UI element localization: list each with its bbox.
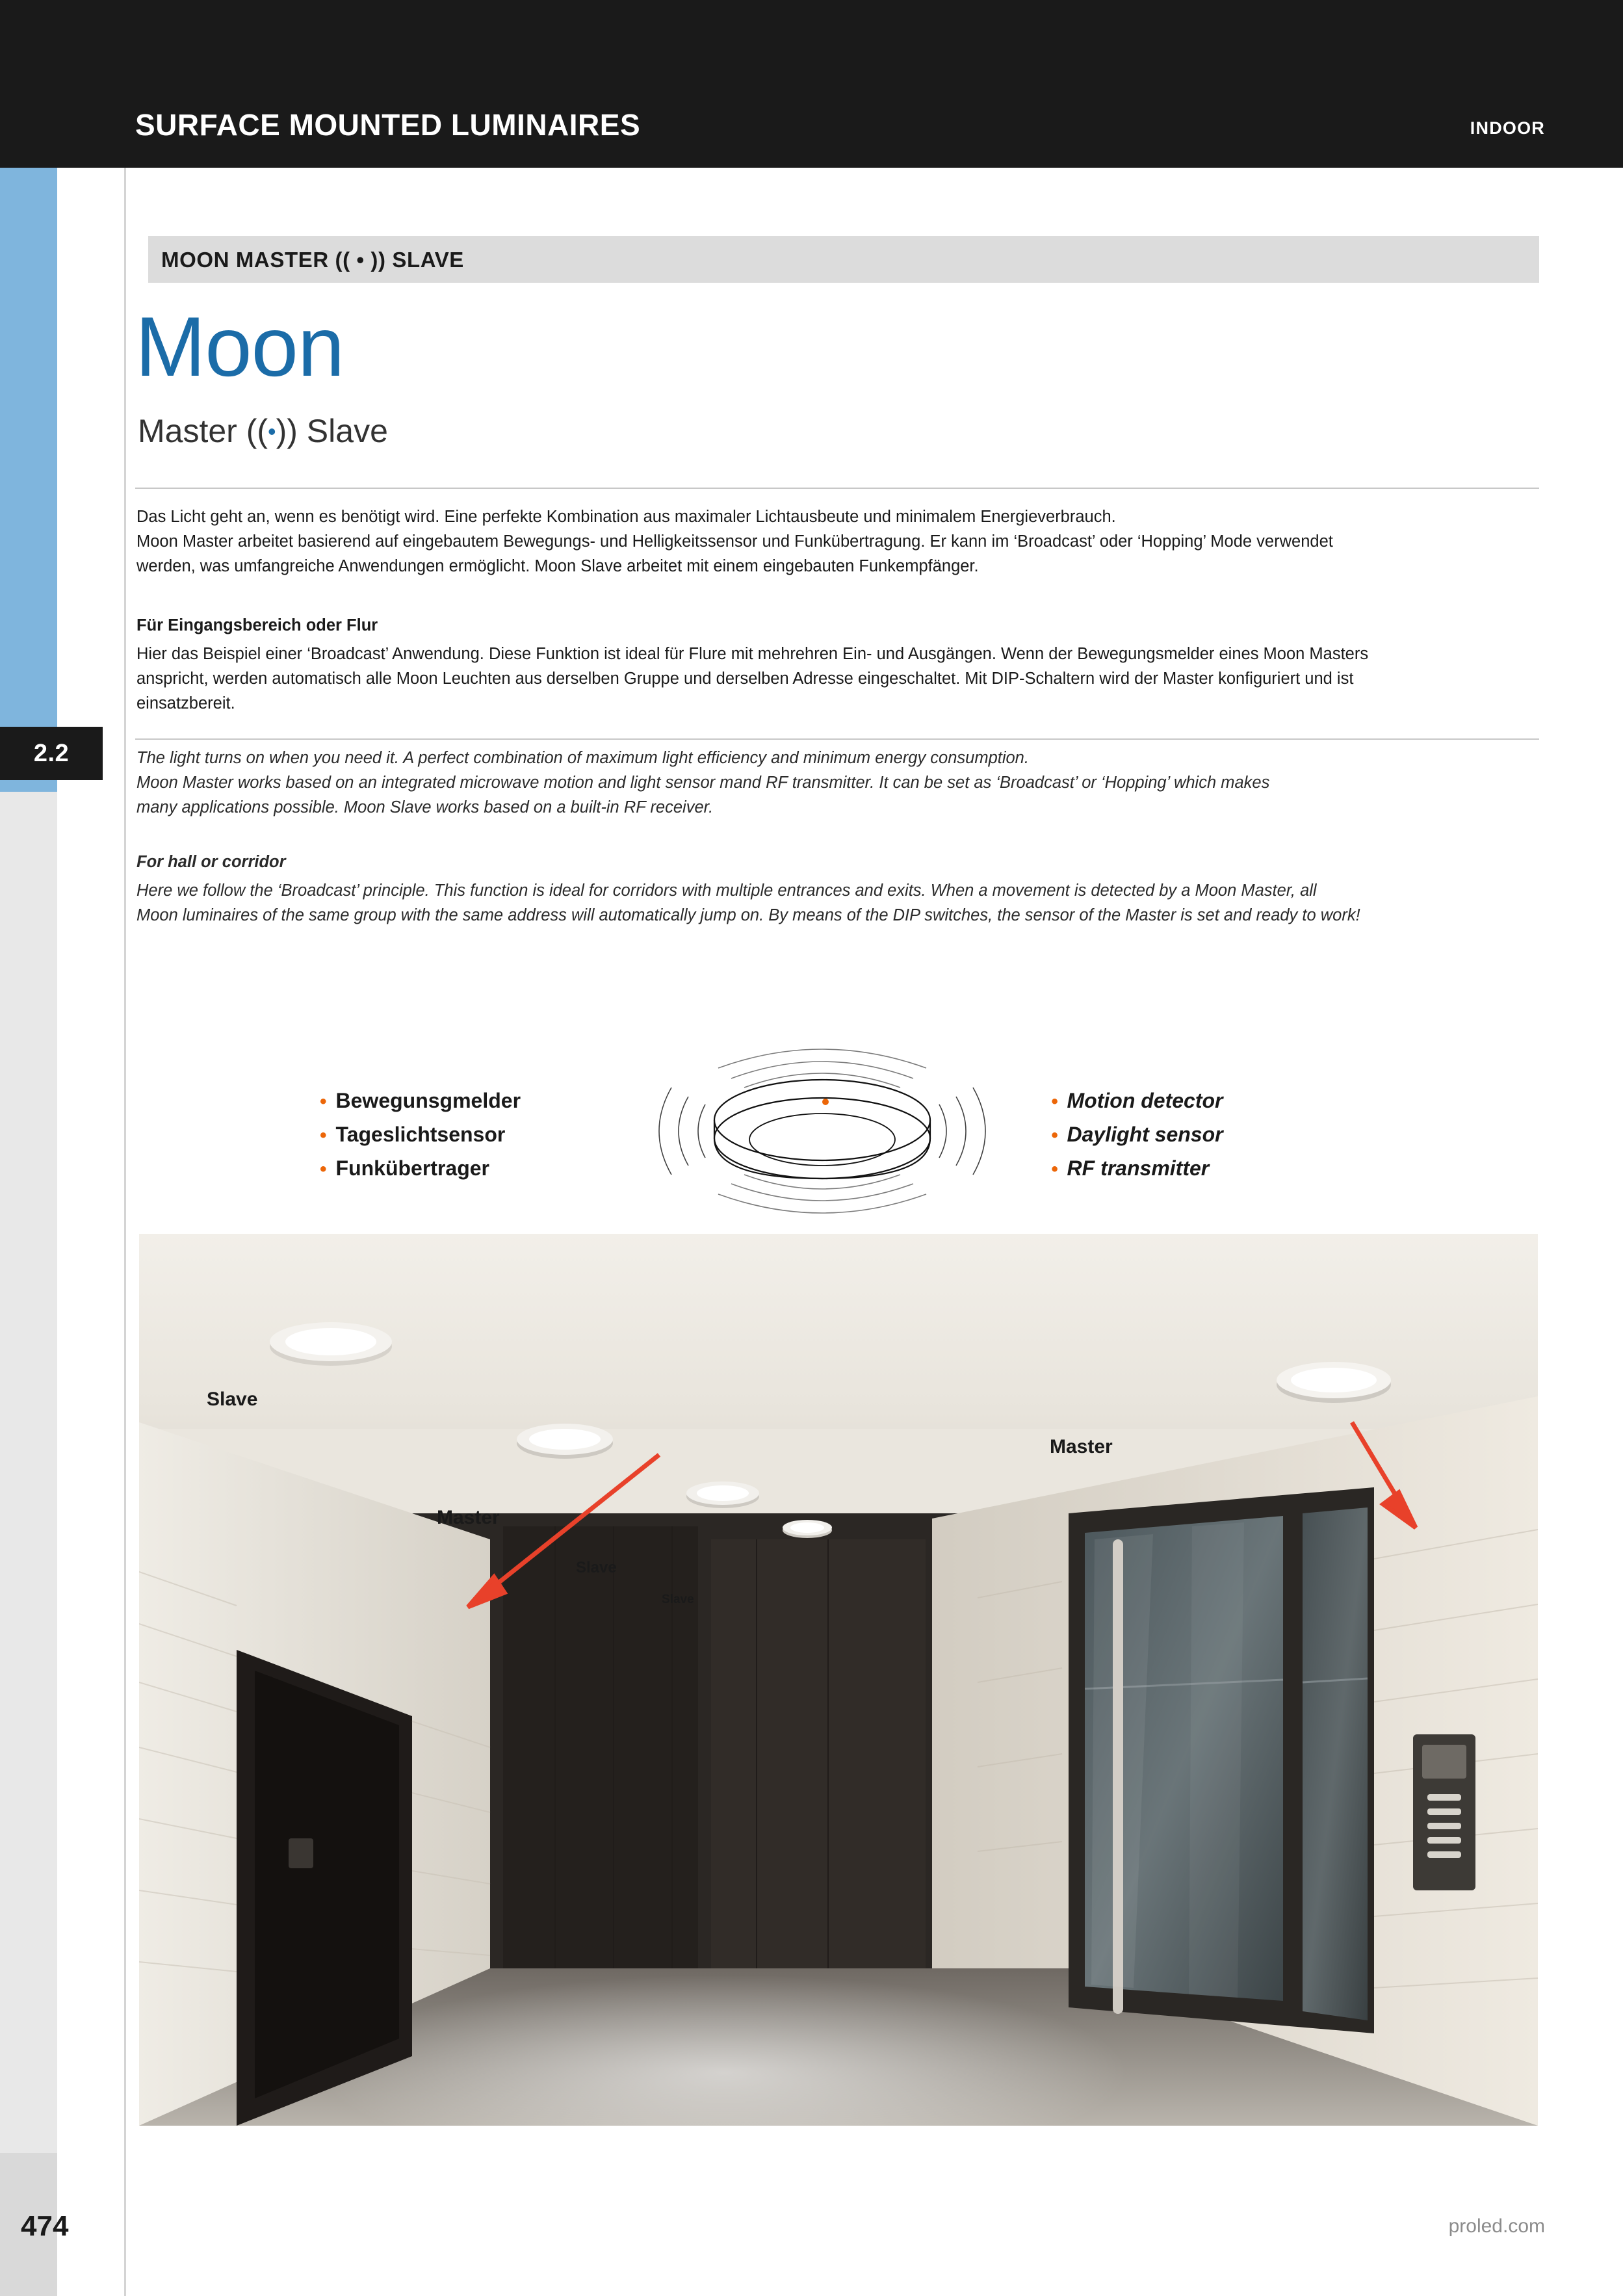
english-heading: For hall or corridor bbox=[136, 853, 286, 871]
product-logo-subtitle bbox=[138, 415, 388, 447]
sidebar-rail-blue bbox=[0, 168, 57, 792]
bullet-dot-icon: • bbox=[1051, 1124, 1058, 1146]
product-logo: Moon bbox=[135, 299, 344, 394]
application-photo bbox=[139, 1234, 1538, 2126]
feature-label: Funkübertrager bbox=[335, 1156, 489, 1180]
german-intro-line-1: Das Licht geht an, wenn es benötigt wird. Eine perfekte Kombination aus maximaler Lichtausbeute und minimalem Energieverbrauch. bbox=[136, 508, 1116, 526]
english-body-line-2: Moon luminaires of the same group with the same address will automatically jump on. By means of the DIP switches, the sensor of the Master is set and ready to work! bbox=[136, 906, 1360, 924]
list-item bbox=[1051, 1118, 1223, 1152]
german-body-line-2: anspricht, werden automatisch alle Moon Leuchten aus derselben Gruppe und derselben Adresse eingeschaltet. Mit DIP-Schaltern wird der Master konfiguriert und ist bbox=[136, 670, 1354, 688]
page-title: SURFACE MOUNTED LUMINAIRES bbox=[135, 108, 641, 142]
english-intro-line-2: Moon Master works based on an integrated microwave motion and light sensor mand RF transmitter. It can be set as ‘Broadcast’ or ‘Hopping’ which makes bbox=[136, 774, 1270, 792]
english-intro-line-1: The light turns on when you need it. A perfect combination of maximum light efficiency and minimum energy consumption. bbox=[136, 749, 1029, 767]
photo-label-slave-3: Slave bbox=[662, 1593, 694, 1606]
section-band-label: MOON MASTER (( • )) SLAVE bbox=[161, 248, 464, 272]
luminaire-rf-diagram bbox=[640, 1024, 1004, 1238]
ceiling-luminaire-slave-3 bbox=[783, 1520, 832, 1538]
photo-label-slave-2: Slave bbox=[576, 1559, 617, 1576]
english-body-line-1: Here we follow the ‘Broadcast’ principle. This function is ideal for corridors with multiple entrances and exits. When a movement is detected by a Moon Master, all bbox=[136, 881, 1317, 900]
bullet-dot-icon: • bbox=[1051, 1158, 1058, 1180]
list-item bbox=[320, 1118, 521, 1152]
corridor-scene bbox=[139, 1234, 1538, 2126]
photo-label-master-1: Master bbox=[437, 1507, 500, 1528]
ceiling-luminaire-slave-1 bbox=[270, 1322, 392, 1366]
logo-subtitle-pre: Master (( bbox=[138, 413, 268, 449]
feature-label: Tageslichtsensor bbox=[335, 1122, 506, 1146]
sensor-dot-icon bbox=[822, 1099, 829, 1105]
list-item bbox=[320, 1152, 521, 1186]
rf-dot-icon: • bbox=[268, 418, 276, 445]
german-intro-line-3: werden, was umfangreiche Anwendungen ermöglicht. Moon Slave arbeitet mit einem eingebauten Funkempfänger. bbox=[136, 557, 979, 575]
english-intro-line-3: many applications possible. Moon Slave works based on a built-in RF receiver. bbox=[136, 798, 714, 816]
german-body-line-3: einsatzbereit. bbox=[136, 694, 235, 712]
header-category-label: INDOOR bbox=[1470, 118, 1545, 138]
feature-label: RF transmitter bbox=[1067, 1156, 1210, 1180]
bullet-dot-icon: • bbox=[320, 1158, 327, 1180]
feature-label: Motion detector bbox=[1067, 1089, 1223, 1112]
ceiling-luminaire-slave-2 bbox=[686, 1481, 759, 1508]
feature-list-english bbox=[1051, 1084, 1223, 1185]
feature-label: Bewegunsgmelder bbox=[335, 1089, 521, 1112]
list-item bbox=[320, 1084, 521, 1118]
feature-list-german bbox=[320, 1084, 521, 1185]
sidebar-rail-gray bbox=[0, 792, 57, 2153]
german-intro-line-2: Moon Master arbeitet basierend auf eingebautem Bewegungs- und Helligkeitssensor und Funkübertragung. Er kann im ‘Broadcast’ oder ‘Hopping’ Mode verwendet bbox=[136, 532, 1333, 551]
photo-label-slave-1: Slave bbox=[207, 1389, 258, 1410]
ceiling-luminaire-master-2 bbox=[1277, 1362, 1391, 1403]
ceiling-luminaire-master-1 bbox=[517, 1424, 613, 1459]
chapter-tab: 2.2 bbox=[0, 727, 103, 780]
bullet-dot-icon: • bbox=[1051, 1091, 1058, 1112]
bullet-dot-icon: • bbox=[320, 1091, 327, 1112]
photo-label-master-2: Master bbox=[1050, 1436, 1113, 1457]
bullet-dot-icon: • bbox=[320, 1124, 327, 1146]
page-number: 474 bbox=[21, 2210, 69, 2242]
list-item bbox=[1051, 1152, 1223, 1186]
rule-above-english bbox=[135, 738, 1539, 740]
german-heading: Für Eingangsbereich oder Flur bbox=[136, 616, 378, 634]
content-divider bbox=[124, 168, 126, 2296]
rule-above-german bbox=[135, 488, 1539, 489]
list-item bbox=[1051, 1084, 1223, 1118]
logo-subtitle-post: )) Slave bbox=[276, 413, 388, 449]
feature-label: Daylight sensor bbox=[1067, 1122, 1223, 1146]
german-body-line-1: Hier das Beispiel einer ‘Broadcast’ Anwendung. Diese Funktion ist ideal für Flure mit mehrehren Ein- und Ausgängen. Wenn der Bewegungsmelder eines Moon Masters bbox=[136, 645, 1369, 663]
footer-url: proled.com bbox=[1448, 2215, 1545, 2237]
luminaire-icon bbox=[640, 1024, 1004, 1238]
page-header-bar bbox=[0, 0, 1623, 168]
